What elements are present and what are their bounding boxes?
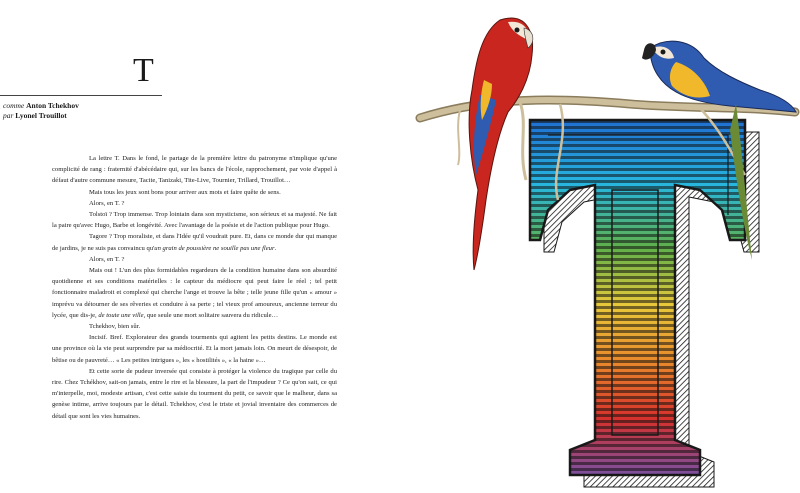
chapter-letter: T	[133, 52, 154, 89]
paragraph-italic: un grain de poussière ne souille pas une fleur	[154, 244, 275, 252]
paragraph	[52, 254, 337, 265]
byline-subject-name: Anton Tchekhov	[26, 101, 79, 110]
byline-subject	[3, 101, 79, 111]
paragraph-text: Mais oui ! L'un des plus formidables regardeurs de la condition humaine dans son absurdité quotidienne et ses conditions matérielles : le capteur du médiocre qui peut faire le réel ; tel petit fonctionnaire maladroit et complexé qui cherche l'ange et trouve la bête ; telle jeune fille qu'un « amour » imprévu va détourner de ses rêveries et conduire à sa perte ; tel vieux prof amoureux, ancienne terreur du lycée, que dis-je,	[52, 267, 337, 319]
paragraph-text-after: .	[274, 244, 277, 252]
paragraph	[52, 332, 337, 366]
article-body	[52, 153, 337, 422]
paragraph-text: Tchekhov, bien sûr.	[89, 323, 141, 331]
right-page	[400, 0, 800, 493]
paragraph	[52, 366, 337, 422]
paragraph	[52, 209, 337, 231]
letter-body	[530, 120, 745, 475]
paragraph	[52, 198, 337, 209]
paragraph-text: Mais tous les jeux sont bons pour arriver aux mots et faire quête de sens.	[89, 188, 281, 196]
paragraph	[52, 321, 337, 332]
paragraph-text: Alors, en T. ?	[89, 199, 125, 207]
paragraph	[52, 153, 337, 187]
paragraph	[52, 187, 337, 198]
paragraph	[52, 231, 337, 253]
byline-prefix: comme	[3, 101, 25, 110]
letter-t-illustration	[400, 0, 800, 493]
paragraph-text: Incisif. Bref. Explorateur des grands tourments qui agitent les petits destins. Le monde est une province où la vie peut surprendre par sa médiocrité. Et la mort jamais loin. On meurt de désespoir, de bêtise ou de pauvreté… « Les petites intrigues », les « hostilités », « la haine »…	[52, 334, 337, 364]
title-rule	[0, 95, 162, 96]
paragraph-italic: de toute une ville	[98, 311, 144, 319]
paragraph-text-after: , que seule une mort solitaire sauvera du ridicule…	[143, 311, 279, 319]
paragraph	[52, 265, 337, 321]
paragraph-text: Tagore ? Trop moraliste, et dans l'Idée qu'il voudrait pure. Et, dans ce monde dur qui manque de jardins, je ne suis pas convaincu qu'	[52, 233, 337, 252]
byline-author-name: Lyonel Trouillot	[15, 111, 67, 120]
paragraph-text: Tolstoï ? Trop immense. Trop lointain dans son mysticisme, son sérieux et sa majesté. Ne fait la paire qu'avec Hugo, Barbe et longévité. Avec l'avantage de la poésie et de l'action publique pour Hugo.	[52, 211, 337, 230]
paragraph-text: Et cette sorte de pudeur inversée qui consiste à protéger la violence du tragique par celle du rire. Chez Tchékhov, sait-on jamais, entre le rire et la blessure, la part de l'impudeur ? Ce qu'on sait, ce qui m'interpelle, moi, modeste artisan, c'est cette saisie du tourment du petit, ce savoir que le malheur, dans sa genèse intime, arrive toujours par le détail. Tchekhov, c'est le triste et jovial inventaire des commerces de détail que sont les vies humaines.	[52, 367, 337, 420]
byline-prefix: par	[3, 111, 14, 120]
paragraph-text: La lettre T. Dans le fond, le partage de la première lettre du patronyme n'implique qu'une complicité de rang : fraternité d'abécédaire qui, sur les bancs de l'école, rapprochement, par voie d'appel à défaut d'autre commune mesure, Tacite, Tanizaki, Tite-Live, Tournier, Trillard, Trouillot…	[52, 155, 337, 185]
byline-author	[3, 111, 67, 121]
paragraph-text: Alors, en T. ?	[89, 255, 125, 263]
